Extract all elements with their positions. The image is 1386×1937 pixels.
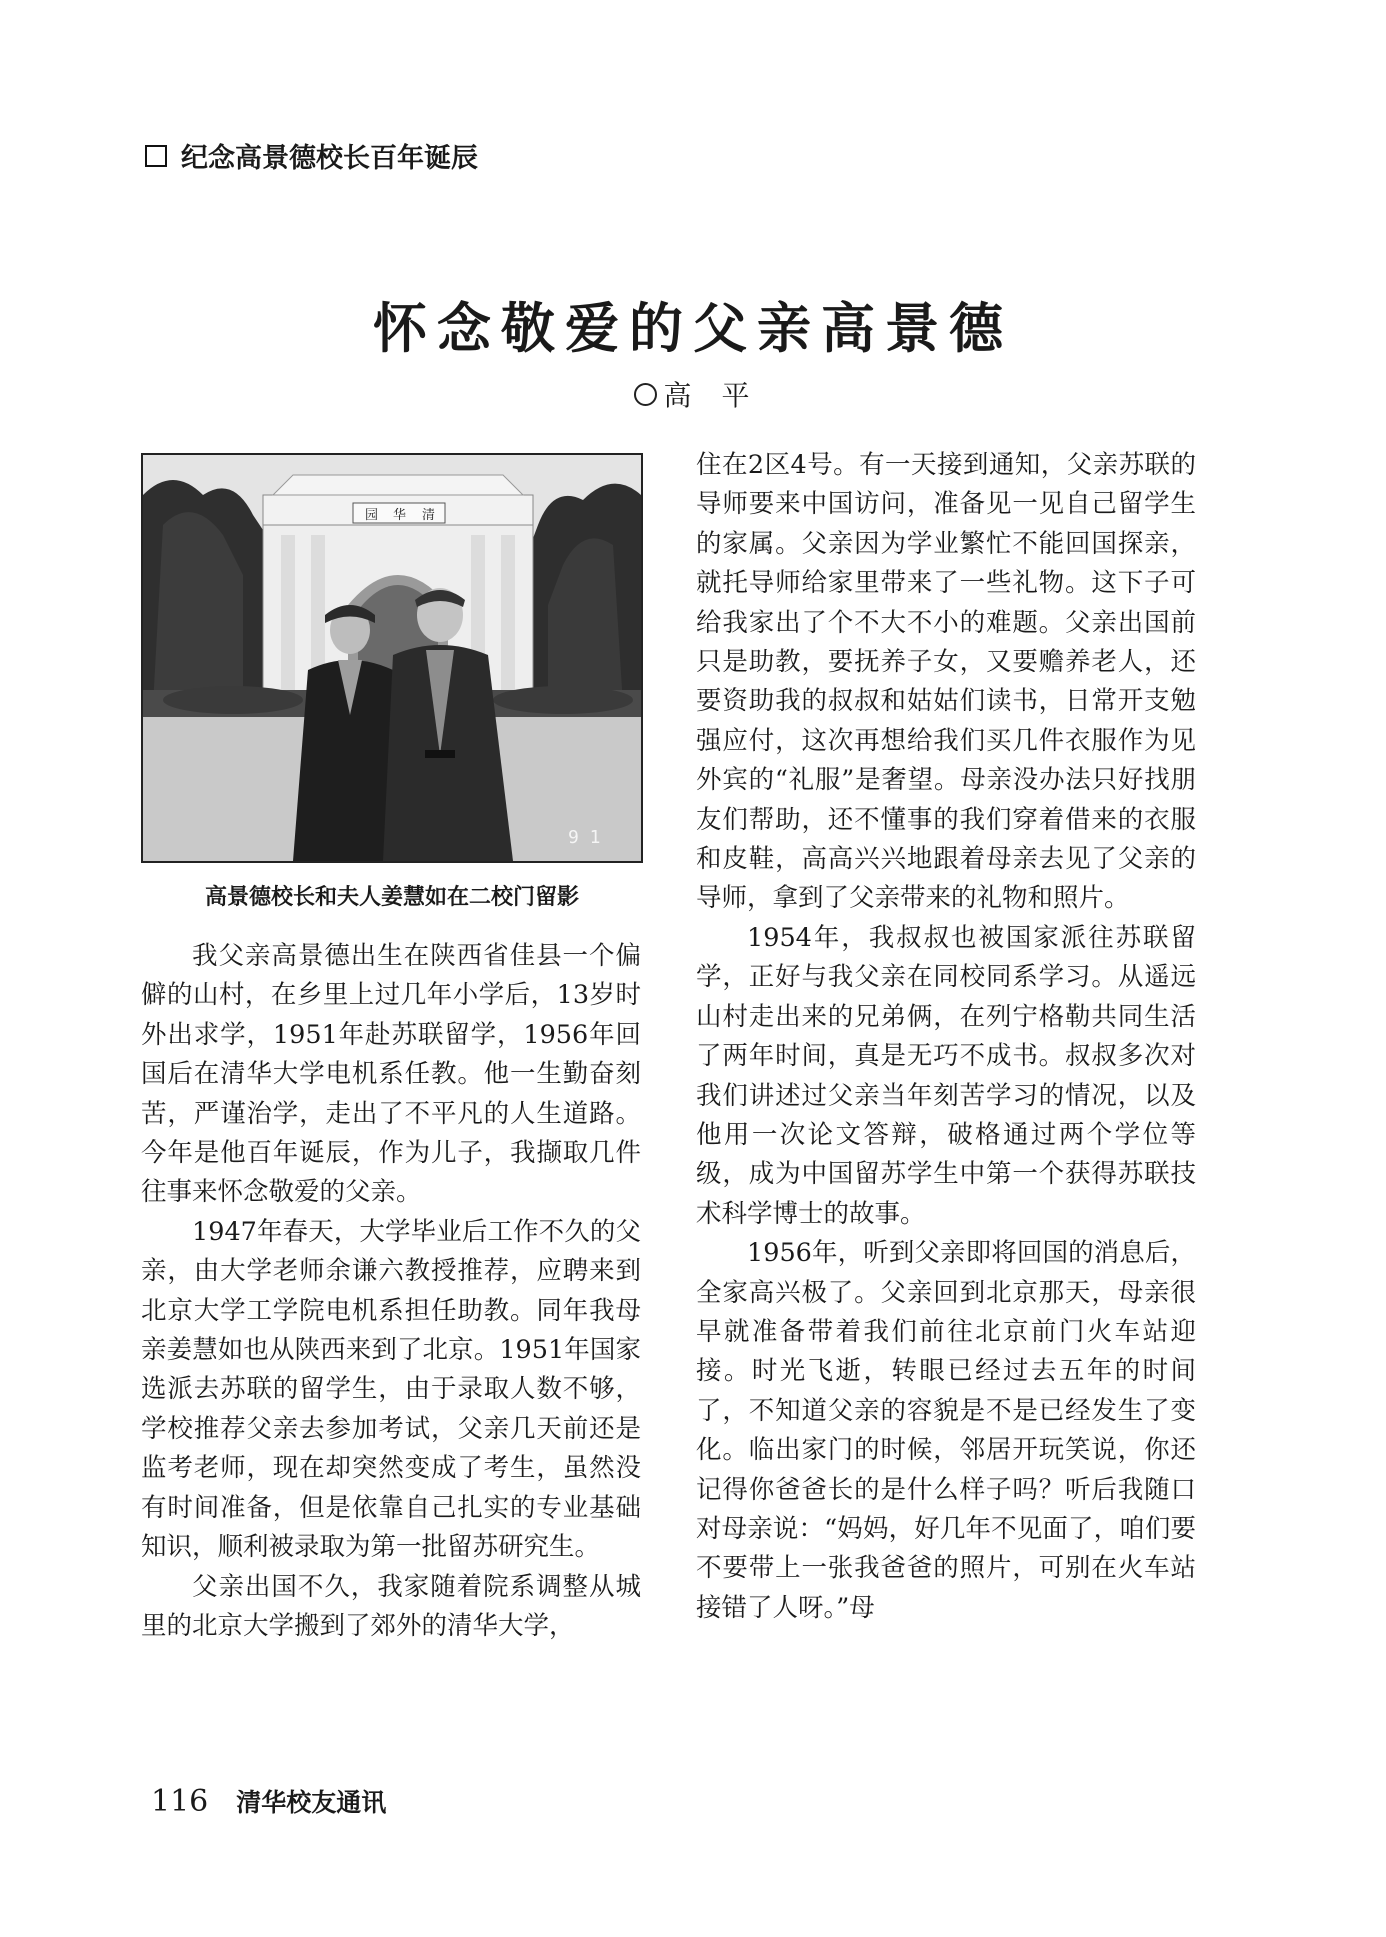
- section-header: [145, 136, 478, 175]
- author-first: 高: [663, 379, 694, 412]
- paragraph: 住在2区4号。有一天接到通知，父亲苏联的导师要来中国访问，准备见一见自己留学生的家属。父亲因为学业繁忙不能回国探亲，就托导师给家里带来了一些礼物。这下子可给我家出了个不大不小的难题。父亲出国前只是助教，要抚养子女，又要赡养老人，还要资助我的叔叔和姑姑们读书，日常开支勉强应付，这次再想给我们买几件衣服作为见外宾的“礼服”是奢望。母亲没办法只好找朋友们帮助，还不懂事的我们穿着借来的衣服和皮鞋，高高兴兴地跟着母亲去见了父亲的导师，拿到了父亲带来的礼物和照片。: [696, 450, 1196, 914]
- paragraph: 父亲出国不久，我家随着院系调整从城里的北京大学搬到了郊外的清华大学，: [141, 1571, 641, 1641]
- page-number: 116: [151, 1784, 209, 1819]
- body-column-right: [696, 446, 1196, 1628]
- paragraph: 我父亲高景德出生在陕西省佳县一个偏僻的山村，在乡里上过几年小学后，13岁时外出求学，1951年赴苏联留学，1956年回国后在清华大学电机系任教。他一生勤奋刻苦，严谨治学，走出了不平凡的人生道路。今年是他百年诞辰，作为儿子，我撷取几件往事来怀念敬爱的父亲。: [141, 941, 641, 1208]
- article-title: 怀念敬爱的父亲高景德: [373, 297, 1013, 360]
- section-box-icon: [145, 145, 167, 167]
- author-line: [0, 374, 1386, 414]
- photo-gate: [141, 453, 643, 863]
- publication-name: 清华校友通讯: [236, 1788, 387, 1817]
- author-last: 平: [721, 379, 752, 412]
- paragraph: 1956年，听到父亲即将回国的消息后，全家高兴极了。父亲回到北京那天，母亲很早就准备带着我们前往北京前门火车站迎接。时光飞逝，转眼已经过去五年的时间了，不知道父亲的容貌是不是已经发生了变化。临出家门的时候，邻居开玩笑说，你还记得你爸爸长的是什么样子吗？听后我随口对母亲说：“妈妈，好几年不见面了，咱们要不要带上一张我爸爸的照片，可别在火车站接错了人呀。”母: [696, 1238, 1196, 1623]
- photo-caption: 高景德校长和夫人姜慧如在二校门留影: [204, 885, 579, 910]
- paragraph: 1954年，我叔叔也被国家派往苏联留学，正好与我父亲在同校同系学习。从遥远山村走出来的兄弟俩，在列宁格勒共同生活了两年时间，真是无巧不成书。叔叔多次对我们讲述过父亲当年刻苦学习的情况，以及他用一次论文答辩，破格通过两个学位等级，成为中国留苏学生中第一个获得苏联技术科学博士的故事。: [696, 922, 1196, 1229]
- gate-char-2: 华: [393, 508, 407, 523]
- gate-char-3: 清: [422, 508, 436, 523]
- paragraph: 1947年春天，大学毕业后工作不久的父亲，由大学老师余谦六教授推荐，应聘来到北京大学工学院电机系担任助教。同年我母亲姜慧如也从陕西来到了北京。1951年国家选派去苏联的留学生，由于录取人数不够，学校推荐父亲去参加考试，父亲几天前还是监考老师，现在却突然变成了考生，虽然没有时间准备，但是依靠自己扎实的专业基础知识，顺利被录取为第一批留苏研究生。: [141, 1216, 641, 1563]
- section-title: 纪念高景德校长百年诞辰: [181, 143, 478, 174]
- circle-icon: [634, 383, 657, 406]
- body-column-left: [141, 937, 641, 1646]
- photo-illustration: [143, 455, 641, 861]
- page-footer: [151, 1783, 386, 1819]
- date-stamp: 9 1: [568, 827, 601, 848]
- gate-char-1: 园: [365, 508, 379, 523]
